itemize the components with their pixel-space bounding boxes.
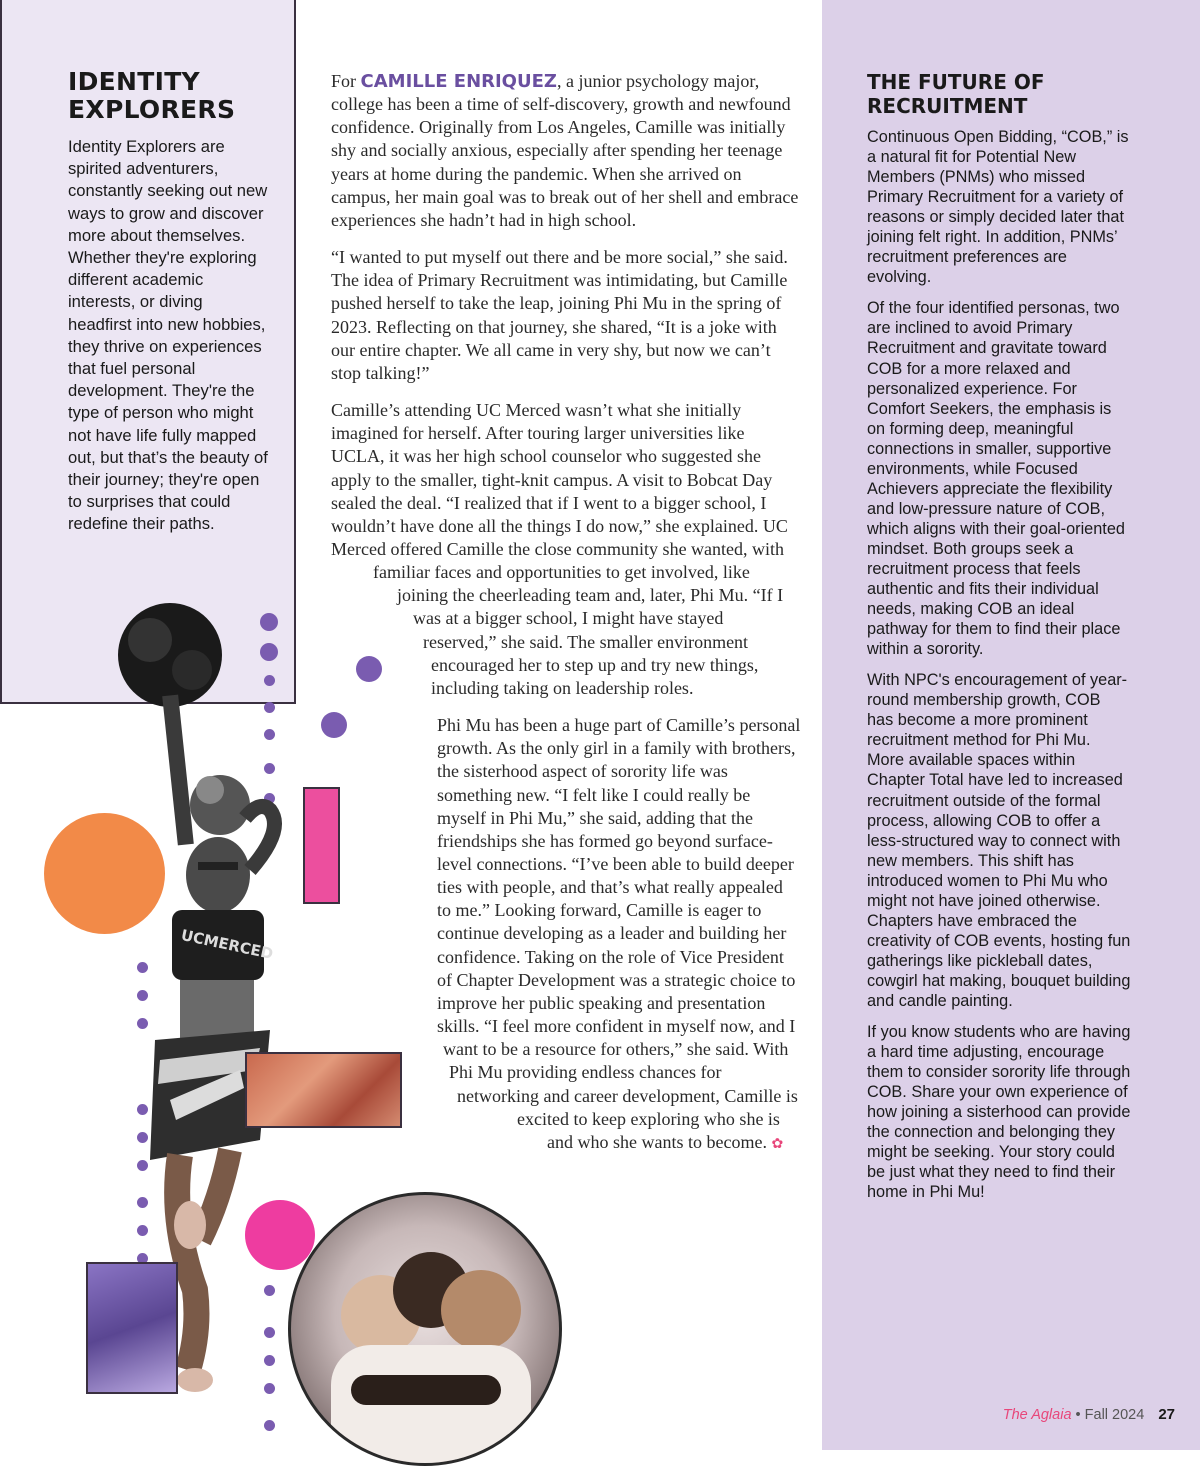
article-paragraph-2: “I wanted to put myself out there and be more social,” she said. The idea of Primary Recruitment was intimidating, but Camille pushed herself to take the leap, joining Phi Mu in the spring of 2023. Reflecting on that journey, she shared, “It is a joke with our entire chapter. We all came in very shy, but now we can’t stop talking!” [331,247,788,383]
identity-explorers-body: Identity Explorers are spirited adventurers, constantly seeking out new ways to grow and discover more about themselves. Whether they're exploring different academic interests, or diving headfirst into new hobbies, they thrive on experiences that fuel personal development. They're the type of person who might not have life fully mapped out, but that’s the beauty of their journey; they're open to surprises that could redefine their paths. [68,137,268,534]
students-laptop-photo [86,1262,178,1394]
page-footer [1003,1406,1175,1423]
article-body [331,70,801,1319]
intro-text: , a junior psychology major, college has been a time of self-discovery, growth and newfound confidence. Originally from Los Angeles, Camille was initially shy and socially anxious, especially after spending her teenage years at home during the pandemic. When she arrived on campus, her main goal was to break out of her shell and embrace experiences she hadn’t had in high school. [331,71,799,230]
end-mark-icon: ✿ [771,1136,784,1152]
feature-name: CAMILLE ENRIQUEZ [360,71,557,92]
identity-explorers-box [0,0,296,704]
recruitment-paragraph-3: With NPC's encouragement of year-round membership growth, COB has become a more prominent recruitment method for Phi Mu. More available spaces within Chapter Total have led to increased recruitment outside of the formal process, allowing COB to offer a less-structured way to connect with new members. This shift has introduced women to Phi Mu who might not have joined otherwise. Chapters have embraced the creativity of COB events, hosting fun gatherings like pickleball dates, cowgirl hat making, bouquet building and candle painting. [867,671,1131,1010]
uniform-text: UCMERCED [179,925,275,963]
recruitment-paragraph-2: Of the four identified personas, two are inclined to avoid Primary Recruitment and gravitate toward COB for a more relaxed and personalized experience. For Comfort Seekers, the emphasis is on forming deep, meaningful connections in smaller, supportive environments, while Focused Achievers appreciate the flexibility and low-pressure nature of COB, which aligns with their goal-oriented mindset. Both groups seek a recruitment process that feels authentic and fits their individual needs, making COB an ideal pathway for them to find their place within a sorority. [867,299,1125,659]
article-paragraph-4-text: Phi Mu has been a huge part of Camille’s personal growth. As the only girl in a family with brothers, the sisterhood aspect of sorority life was something new. “I felt like I could really be myself in Phi Mu,” she said, adding that the friendships she has formed go beyond surface-level connections. “I’ve been able to build deeper ties with people, and that’s what really appealed to me.” Looking forward, Camille is eager to continue developing as a leader and building her confidence. Taking on the role of Vice President of Chapter Development was a strategic choice to improve her public speaking and presentation skills. “I feel more confident in myself now, and I want to be a resource for others,” she said. With Phi Mu providing endless chances for networking and career development, Camille is excited to keep exploring who she is and who she wants to become. [437,715,801,1152]
recruitment-paragraph-1: Continuous Open Bidding, “COB,” is a natural fit for Potential New Members (PNMs) who missed Primary Recruitment for a variety of reasons or simply decided later that joining felt right. In addition, PNMs’ recruitment preferences are evolving. [867,128,1129,287]
magazine-name: The Aglaia [1002,1407,1072,1423]
intro-prefix: For [331,71,361,91]
issue-label: Fall 2024 [1084,1407,1145,1423]
page-number: 27 [1158,1406,1175,1423]
future-of-recruitment-column [822,0,1200,1450]
recruitment-paragraph-4: If you know students who are having a hard time adjusting, encourage them to consider sorority life through COB. Share your own experience of how joining a sisterhood can provide the connection and belonging they might be seeking. Your story could be just what they need to find their home in Phi Mu! [867,1023,1131,1202]
future-of-recruitment-title: THE FUTURE OF RECRUITMENT [867,70,1045,118]
article-paragraph-1 [331,70,801,232]
identity-explorers-title: IDENTITY EXPLORERS [68,67,236,124]
article-paragraph-3: Camille’s attending UC Merced wasn’t what she initially imagined for herself. After touring larger universities like UCLA, it was her high school counselor who suggested she apply to the smaller, tight-knit campus. A visit to Bobcat Day sealed the deal. “I realized that if I went to a bigger school, I wouldn’t have done all the things I do now,” she explained. UC Merced offered Camille the close community she wanted, with familiar faces and opportunities to get involved, like joining the cheerleading team and, later, Phi Mu. “If I was at a bigger school, I might have stayed reserved,” she said. The smaller environment encouraged her to step up and try new things, including taking on leadership roles. [331,400,788,698]
footer-separator: • [1071,1407,1085,1423]
